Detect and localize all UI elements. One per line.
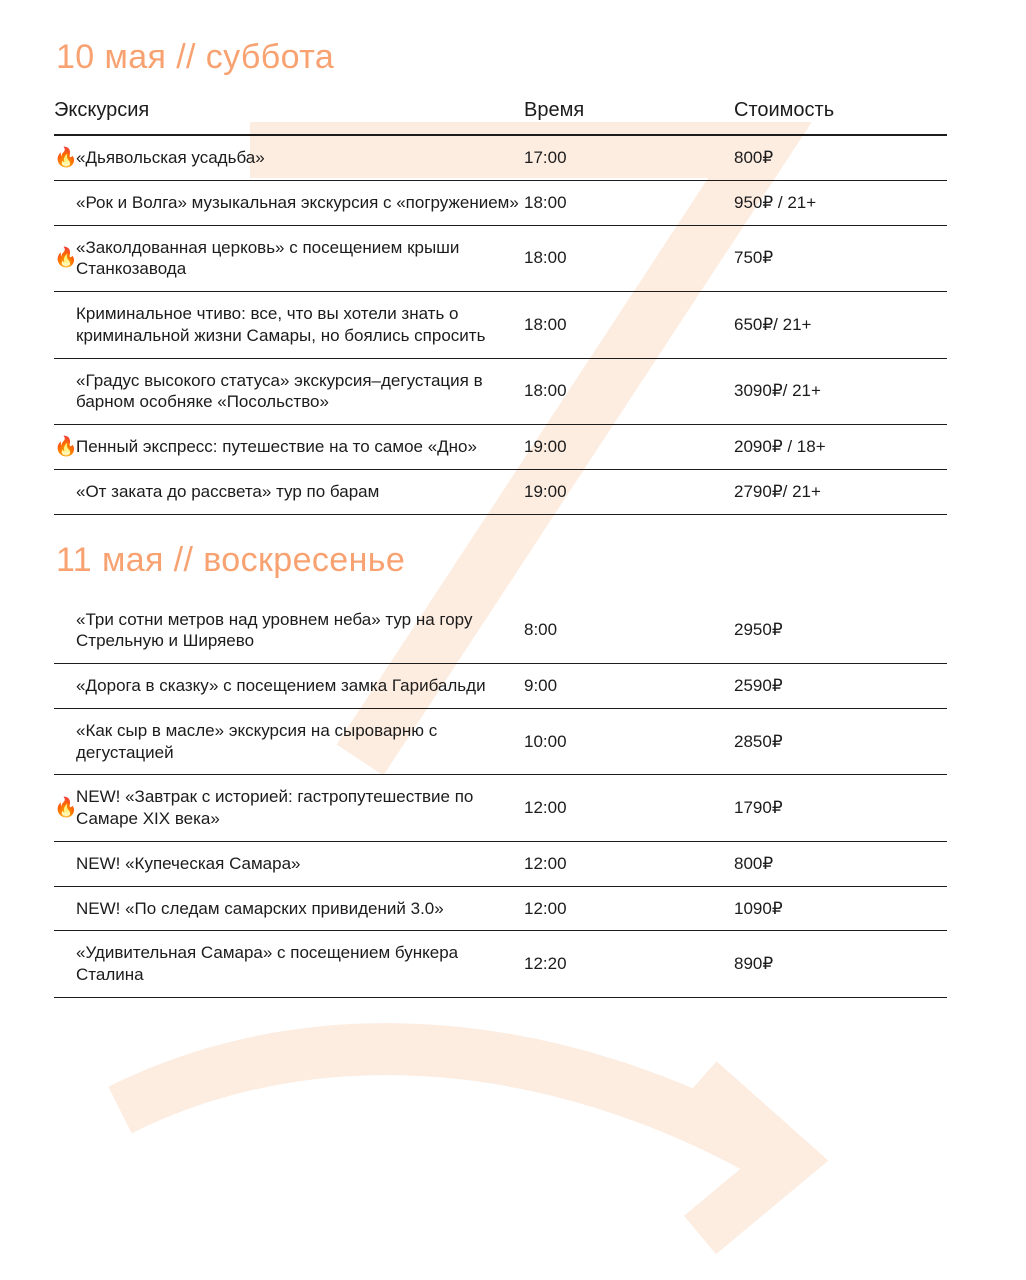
excursion-name-cell	[54, 775, 524, 842]
day-title-1: 11 мая // воскресенье	[56, 540, 406, 579]
day-block-1	[50, 541, 946, 998]
table-row	[54, 180, 947, 225]
fire-icon: 🔥	[54, 436, 78, 458]
table-row	[54, 841, 947, 886]
excursion-name-cell	[54, 425, 524, 470]
column-header-time: Время	[524, 99, 734, 135]
excursion-name: «Дорога в сказку» с посещением замка Гарибальди	[76, 676, 486, 695]
excursion-name-cell	[54, 708, 524, 775]
excursion-price: 2950₽	[734, 598, 947, 664]
excursion-price: 2850₽	[734, 708, 947, 775]
table-row	[54, 469, 947, 514]
excursion-price: 950₽ / 21+	[734, 180, 947, 225]
excursion-name-cell	[54, 358, 524, 425]
excursion-time: 18:00	[524, 225, 734, 292]
table-row	[54, 708, 947, 775]
table-row	[54, 358, 947, 425]
day-block-0	[50, 38, 946, 515]
excursion-name-cell	[54, 931, 524, 998]
excursion-name: «Удивительная Самара» с посещением бункера Сталина	[76, 943, 459, 984]
excursion-name-cell	[54, 886, 524, 931]
excursion-name: NEW! «Купеческая Самара»	[76, 853, 301, 873]
excursion-name-cell	[54, 135, 524, 180]
column-header-excursion: Экскурсия	[54, 99, 524, 135]
excursion-price: 750₽	[734, 225, 947, 292]
excursion-name: «Градус высокого статуса» экскурсия–дегустация в барном особняке «Посольство»	[76, 370, 483, 412]
day-title-0: 10 мая // суббота	[56, 38, 335, 76]
excursion-price: 890₽	[734, 931, 947, 998]
excursion-time: 9:00	[524, 664, 734, 709]
excursion-time: 19:00	[524, 469, 734, 514]
excursion-name: «От заката до рассвета» тур по барам	[76, 481, 380, 501]
table-row	[54, 425, 947, 470]
excursion-name: Пенный экспресс: путешествие на то самое «Дно»	[76, 437, 477, 456]
excursion-price: 2790₽/ 21+	[734, 469, 947, 514]
excursion-name-cell	[54, 664, 524, 709]
excursion-name: «Рок и Волга» музыкальная экскурсия с «погружением»	[76, 192, 519, 212]
excursion-price: 800₽	[734, 135, 947, 180]
excursion-price: 650₽/ 21+	[734, 292, 947, 359]
table-row	[54, 225, 947, 292]
excursion-time: 12:20	[524, 931, 734, 998]
excursion-name-cell	[54, 225, 524, 292]
excursion-time: 12:00	[524, 886, 734, 931]
excursion-name-cell	[54, 180, 524, 225]
table-row	[54, 664, 947, 709]
excursion-name: NEW! «Завтрак с историей: гастропутешествие по Самаре XIX века»	[76, 787, 474, 828]
excursion-name-cell	[54, 841, 524, 886]
table-header-row	[54, 99, 947, 135]
excursion-name-cell	[54, 469, 524, 514]
excursion-time: 12:00	[524, 841, 734, 886]
excursion-name: «Три сотни метров над уровнем неба» тур на гору Стрельную и Ширяево	[76, 609, 473, 651]
excursion-name: «Дьявольская усадьба»	[76, 148, 265, 167]
excursion-price: 2590₽	[734, 664, 947, 709]
excursion-name-cell	[54, 292, 524, 359]
excursion-time: 8:00	[524, 598, 734, 664]
table-row	[54, 598, 947, 664]
excursion-name: «Заколдованная церковь» с посещением крыши Станкозавода	[76, 237, 460, 279]
excursion-price: 3090₽/ 21+	[734, 358, 947, 425]
excursion-price: 800₽	[734, 841, 947, 886]
table-row	[54, 886, 947, 931]
excursion-time: 18:00	[524, 358, 734, 425]
excursion-time: 19:00	[524, 425, 734, 470]
excursion-name: NEW! «По следам самарских привидений 3.0»	[76, 898, 444, 918]
excursion-price: 1790₽	[734, 775, 947, 842]
excursion-price: 1090₽	[734, 886, 947, 931]
excursion-time: 12:00	[524, 775, 734, 842]
table-row	[54, 135, 947, 180]
fire-icon: 🔥	[54, 147, 78, 169]
table-row	[54, 292, 947, 359]
excursion-time: 18:00	[524, 180, 734, 225]
excursion-name: Криминальное чтиво: все, что вы хотели знать о криминальной жизни Самары, но боялись спросить	[76, 304, 486, 345]
schedule-table-0	[54, 99, 947, 515]
schedule-table-1	[54, 598, 947, 998]
fire-icon: 🔥	[54, 797, 78, 819]
excursion-time: 17:00	[524, 135, 734, 180]
table-row	[54, 931, 947, 998]
column-header-price: Стоимость	[734, 99, 947, 135]
excursion-time: 10:00	[524, 708, 734, 775]
excursion-time: 18:00	[524, 292, 734, 359]
fire-icon: 🔥	[54, 247, 78, 269]
excursion-name-cell	[54, 598, 524, 664]
excursion-name: «Как сыр в масле» экскурсия на сыроварню с дегустацией	[76, 720, 438, 762]
excursion-price: 2090₽ / 18+	[734, 425, 947, 470]
table-row	[54, 775, 947, 842]
